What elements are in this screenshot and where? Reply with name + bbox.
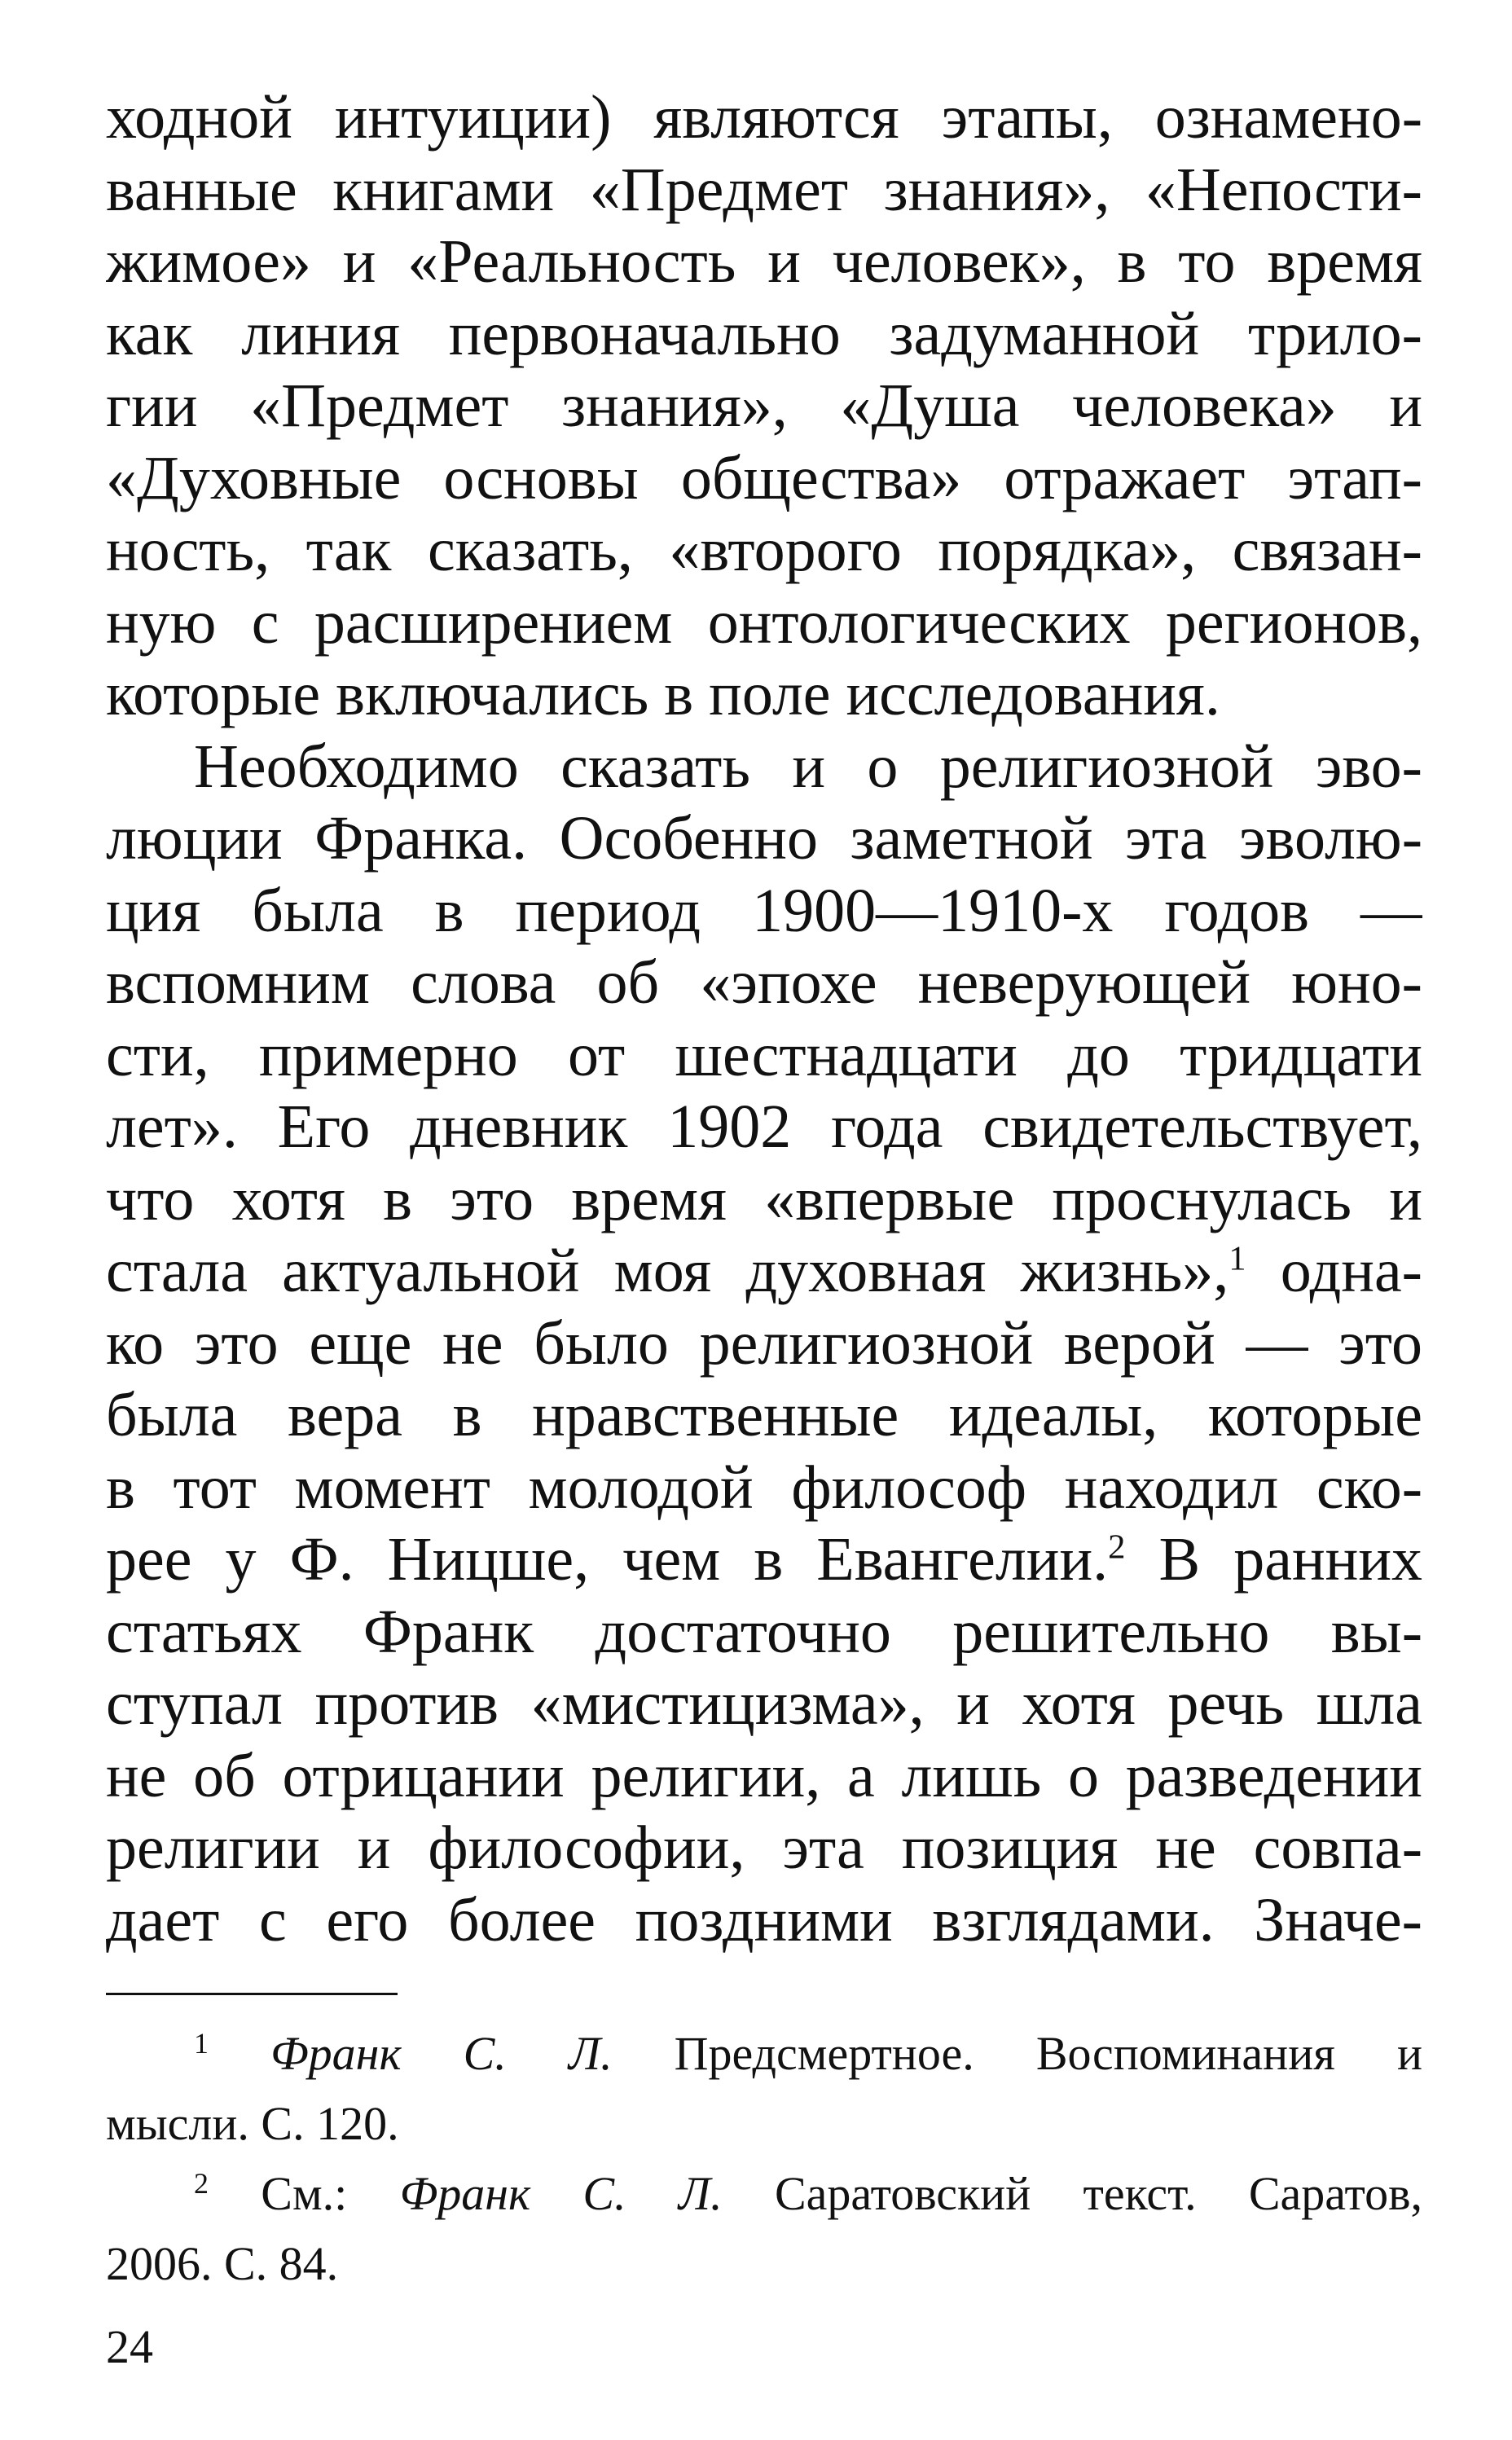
text-line: ция была в период 1900—1910-х годов — (106, 876, 1422, 945)
text-line: ко это еще не было религиозной верой — это (106, 1308, 1422, 1378)
text-line-with-footnote-1 (106, 1235, 1422, 1308)
text-line: дает с его более поздними взглядами. Значе- (106, 1885, 1422, 1954)
footnote-2 (106, 2159, 1422, 2229)
text-line: ванные книгами «Предмет знания», «Непости- (106, 155, 1422, 224)
text-line: что хотя в это время «впервые проснулась и (106, 1164, 1422, 1233)
text-line: ность, так сказать, «второго порядка», связан- (106, 516, 1422, 584)
text-line: которые включались в поле исследования. (106, 660, 1220, 728)
text-segment: рее у Ф. Ницше, чем в Евангелии. (106, 1525, 1109, 1594)
footnote-1-continued: мысли. С. 120. (106, 2097, 399, 2150)
footnote-marker-1: 1 (1228, 1239, 1246, 1278)
footnote-1 (106, 2019, 1422, 2089)
text-line: гии «Предмет знания», «Душа человека» и (106, 371, 1422, 440)
text-line: «Духовные основы общества» отражает этап- (106, 443, 1422, 512)
book-page (106, 81, 1422, 2411)
footnote-text: Предсмертное. Воспоминания и (612, 2027, 1422, 2080)
text-line: была вера в нравственные идеалы, которые (106, 1381, 1422, 1449)
text-line: ную с расширением онтологических регионов, (106, 587, 1422, 657)
footnote-marker-2: 2 (1108, 1528, 1126, 1567)
text-line: ступал против «мистицизма», и хотя речь шла (106, 1669, 1422, 1738)
text-segment: одна- (1246, 1237, 1422, 1305)
text-line: люции Франка. Особенно заметной эта эволю- (106, 804, 1422, 873)
text-line: сти, примерно от шестнадцати до тридцати (106, 1020, 1422, 1089)
footnote-number: 2 (194, 2167, 209, 2200)
text-segment: В ранних (1125, 1525, 1422, 1594)
footnote-divider (106, 1993, 398, 1995)
text-line: не об отрицании религии, а лишь о разведении (106, 1741, 1422, 1810)
footnote-text: Саратовский текст. Саратов, (722, 2167, 1422, 2220)
main-text (106, 81, 1422, 1956)
footnote-2-continued: 2006. С. 84. (106, 2237, 339, 2290)
text-segment: стала актуальной моя духовная жизнь», (106, 1237, 1229, 1305)
footnote-author: Франк С. Л. (399, 2167, 723, 2220)
text-line: статьях Франк достаточно решительно вы- (106, 1597, 1422, 1666)
text-line: Необходимо сказать и о религиозной эво- (194, 732, 1422, 801)
text-line: ходной интуиции) являются этапы, ознамено- (106, 83, 1422, 152)
paragraph-1 (106, 81, 1422, 731)
text-line: как линия первоначально задуманной трило- (106, 299, 1422, 368)
text-line: религии и философии, эта позиция не совпа- (106, 1814, 1422, 1882)
footnote-prefix: См.: (208, 2167, 400, 2220)
footnote-number: 1 (194, 2027, 209, 2060)
text-line: в тот момент молодой философ находил ско- (106, 1453, 1422, 1522)
paragraph-2 (106, 731, 1422, 1957)
footnotes (106, 2019, 1422, 2299)
footnote-author: Франк С. Л. (270, 2027, 613, 2080)
page-number: 24 (106, 2320, 153, 2373)
text-line: лет». Его дневник 1902 года свидетельствует, (106, 1093, 1422, 1161)
text-line: вспомним слова об «эпохе неверующей юно- (106, 948, 1422, 1017)
text-line: жимое» и «Реальность и человек», в то время (106, 227, 1422, 296)
text-line-with-footnote-2 (106, 1523, 1422, 1596)
